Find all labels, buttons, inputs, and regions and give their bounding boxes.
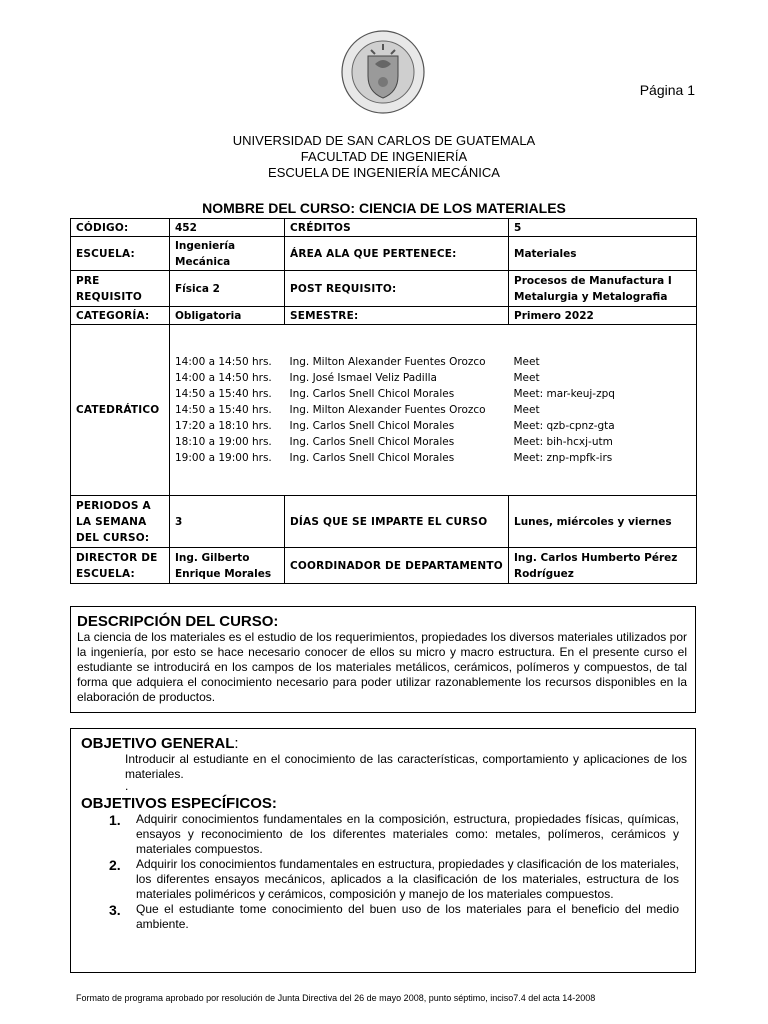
schedule-time: 18:10 a 19:00 hrs. (175, 436, 272, 448)
objective-text: Adquirir los conocimientos fundamentales en estructura, propiedades y clasificación de los materiales, los diferentes ensayos mecánicos, aplicados a la clasificación de los materiales, estructura de los materiales poliméricos y cerámicos, composición y manejo de los materiales compuestos. (136, 857, 679, 901)
course-title: NOMBRE DEL CURSO: CIENCIA DE LOS MATERIALES (202, 200, 566, 216)
periodos-value: 3 (170, 496, 285, 548)
post-requisito-item: Metalurgia y Metalografia (514, 290, 668, 303)
director-label: DIRECTOR DE ESCUELA: (71, 548, 170, 584)
specific-objective-item (109, 902, 679, 932)
objective-text: Adquirir conocimientos fundamentales en la composición, estructura, propiedades físicas, químicas, ensayos y reconocimiento de los diferentes materiales como: metales, polímeros, cerámicos y materiales compuestos. (136, 812, 679, 856)
faculty-name: FACULTAD DE INGENIERÍA (300, 149, 468, 164)
pre-requisito-label: PRE REQUISITO (71, 271, 170, 307)
school-name: ESCUELA DE INGENIERÍA MECÁNICA (268, 165, 500, 180)
periodos-label: PERIODOS A LA SEMANA DEL CURSO: (71, 496, 170, 548)
schedule-platform: Meet: bih-hcxj-utm (513, 436, 613, 448)
creditos-value: 5 (509, 219, 697, 237)
schedule-platform: Meet (513, 372, 540, 384)
escuela-label: ESCUELA: (71, 237, 170, 271)
schedule-teachers (285, 325, 509, 496)
schedule-platform: Meet: znp-mpfk-irs (513, 452, 613, 464)
university-seal-logo (341, 30, 425, 114)
schedule-platform: Meet (513, 404, 540, 416)
specific-objective-item (109, 857, 679, 902)
page-number: Página 1 (639, 82, 695, 98)
catedratico-label: CATEDRÁTICO (71, 325, 170, 496)
post-requisito-item: Procesos de Manufactura I (514, 274, 672, 287)
footer-note: Formato de programa aprobado por resolución de Junta Directiva del 26 de mayo 2008, punto séptimo, inciso7.4 del acta 14-2008 (76, 993, 596, 1003)
area-label: ÁREA ALA QUE PERTENECE: (285, 237, 509, 271)
schedule-teacher: Ing. Milton Alexander Fuentes Orozco (289, 356, 486, 368)
schedule-time: 14:50 a 15:40 hrs. (175, 404, 272, 416)
university-name: UNIVERSIDAD DE SAN CARLOS DE GUATEMALA (232, 133, 536, 148)
creditos-label: CRÉDITOS (285, 219, 509, 237)
specific-objectives-title: OBJETIVOS ESPECÍFICOS: (81, 795, 277, 812)
schedule-teacher: Ing. Carlos Snell Chicol Morales (289, 452, 455, 464)
director-value: Ing. Gilberto Enrique Morales (170, 548, 285, 584)
dias-label: DÍAS QUE SE IMPARTE EL CURSO (285, 496, 509, 548)
schedule-time: 17:20 a 18:10 hrs. (175, 420, 272, 432)
coordinador-value: Ing. Carlos Humberto Pérez Rodríguez (509, 548, 697, 584)
specific-objective-item (109, 812, 679, 857)
course-info-table (70, 218, 697, 584)
semestre-value: Primero 2022 (509, 307, 697, 325)
pre-requisito-value: Física 2 (170, 271, 285, 307)
schedule-teacher: Ing. José Ismael Veliz Padilla (289, 372, 437, 384)
area-value: Materiales (509, 237, 697, 271)
escuela-value: Ingeniería Mecánica (170, 237, 285, 271)
objective-text: Que el estudiante tome conocimiento del buen uso de los materiales para el beneficio del medio ambiente. (136, 902, 679, 931)
schedule-platforms (509, 325, 697, 496)
general-objective-heading: OBJETIVO GENERAL (81, 735, 235, 752)
document-header (0, 133, 768, 181)
schedule-platform: Meet: qzb-cpnz-gta (513, 420, 615, 432)
schedule-time: 19:00 a 19:00 hrs. (175, 452, 272, 464)
general-objective-colon: : (234, 735, 239, 752)
post-requisito-label: POST REQUISITO: (285, 271, 509, 307)
schedule-teacher: Ing. Carlos Snell Chicol Morales (289, 420, 455, 432)
post-requisito-value (509, 271, 697, 307)
coordinador-label: COORDINADOR DE DEPARTAMENTO (285, 548, 509, 584)
objective-number: 1. (109, 812, 121, 828)
schedule-time: 14:00 a 14:50 hrs. (175, 356, 272, 368)
stray-dot: . (125, 779, 129, 793)
description-section (70, 606, 696, 713)
objective-number: 3. (109, 902, 121, 918)
codigo-value: 452 (170, 219, 285, 237)
objectives-section (70, 728, 696, 973)
description-text: La ciencia de los materiales es el estudio de los requerimientos, propiedades los diversos materiales utilizados por la ingeniería, por esto se hace necesario conocer de ellos su micro y macro estructura. En el presente curso el estudiante se introducirá en los campos de los materiales metálicos, cerámicos, polímeros y compuestos, de tal forma que adquiera el conocimiento necesario para poder utilizar razonablemente los recursos disponibles en la elaboración de productos. (77, 630, 687, 704)
schedule-times (170, 325, 285, 496)
general-objective-title (81, 735, 687, 752)
schedule-platform: Meet: mar-keuj-zpq (513, 388, 615, 400)
description-title: DESCRIPCIÓN DEL CURSO: (77, 613, 279, 630)
schedule-teacher: Ing. Milton Alexander Fuentes Orozco (289, 404, 486, 416)
schedule-teacher: Ing. Carlos Snell Chicol Morales (289, 436, 455, 448)
schedule-time: 14:00 a 14:50 hrs. (175, 372, 272, 384)
categoria-value: Obligatoria (170, 307, 285, 325)
general-objective-text: Introducir al estudiante en el conocimiento de las características, comportamiento y aplicaciones de los materiales. (125, 752, 687, 781)
semestre-label: SEMESTRE: (285, 307, 509, 325)
schedule-teacher: Ing. Carlos Snell Chicol Morales (289, 388, 455, 400)
objective-number: 2. (109, 857, 121, 873)
dias-value: Lunes, miércoles y viernes (509, 496, 697, 548)
schedule-platform: Meet (513, 356, 540, 368)
schedule-time: 14:50 a 15:40 hrs. (175, 388, 272, 400)
categoria-label: CATEGORÍA: (71, 307, 170, 325)
codigo-label: CÓDIGO: (71, 219, 170, 237)
